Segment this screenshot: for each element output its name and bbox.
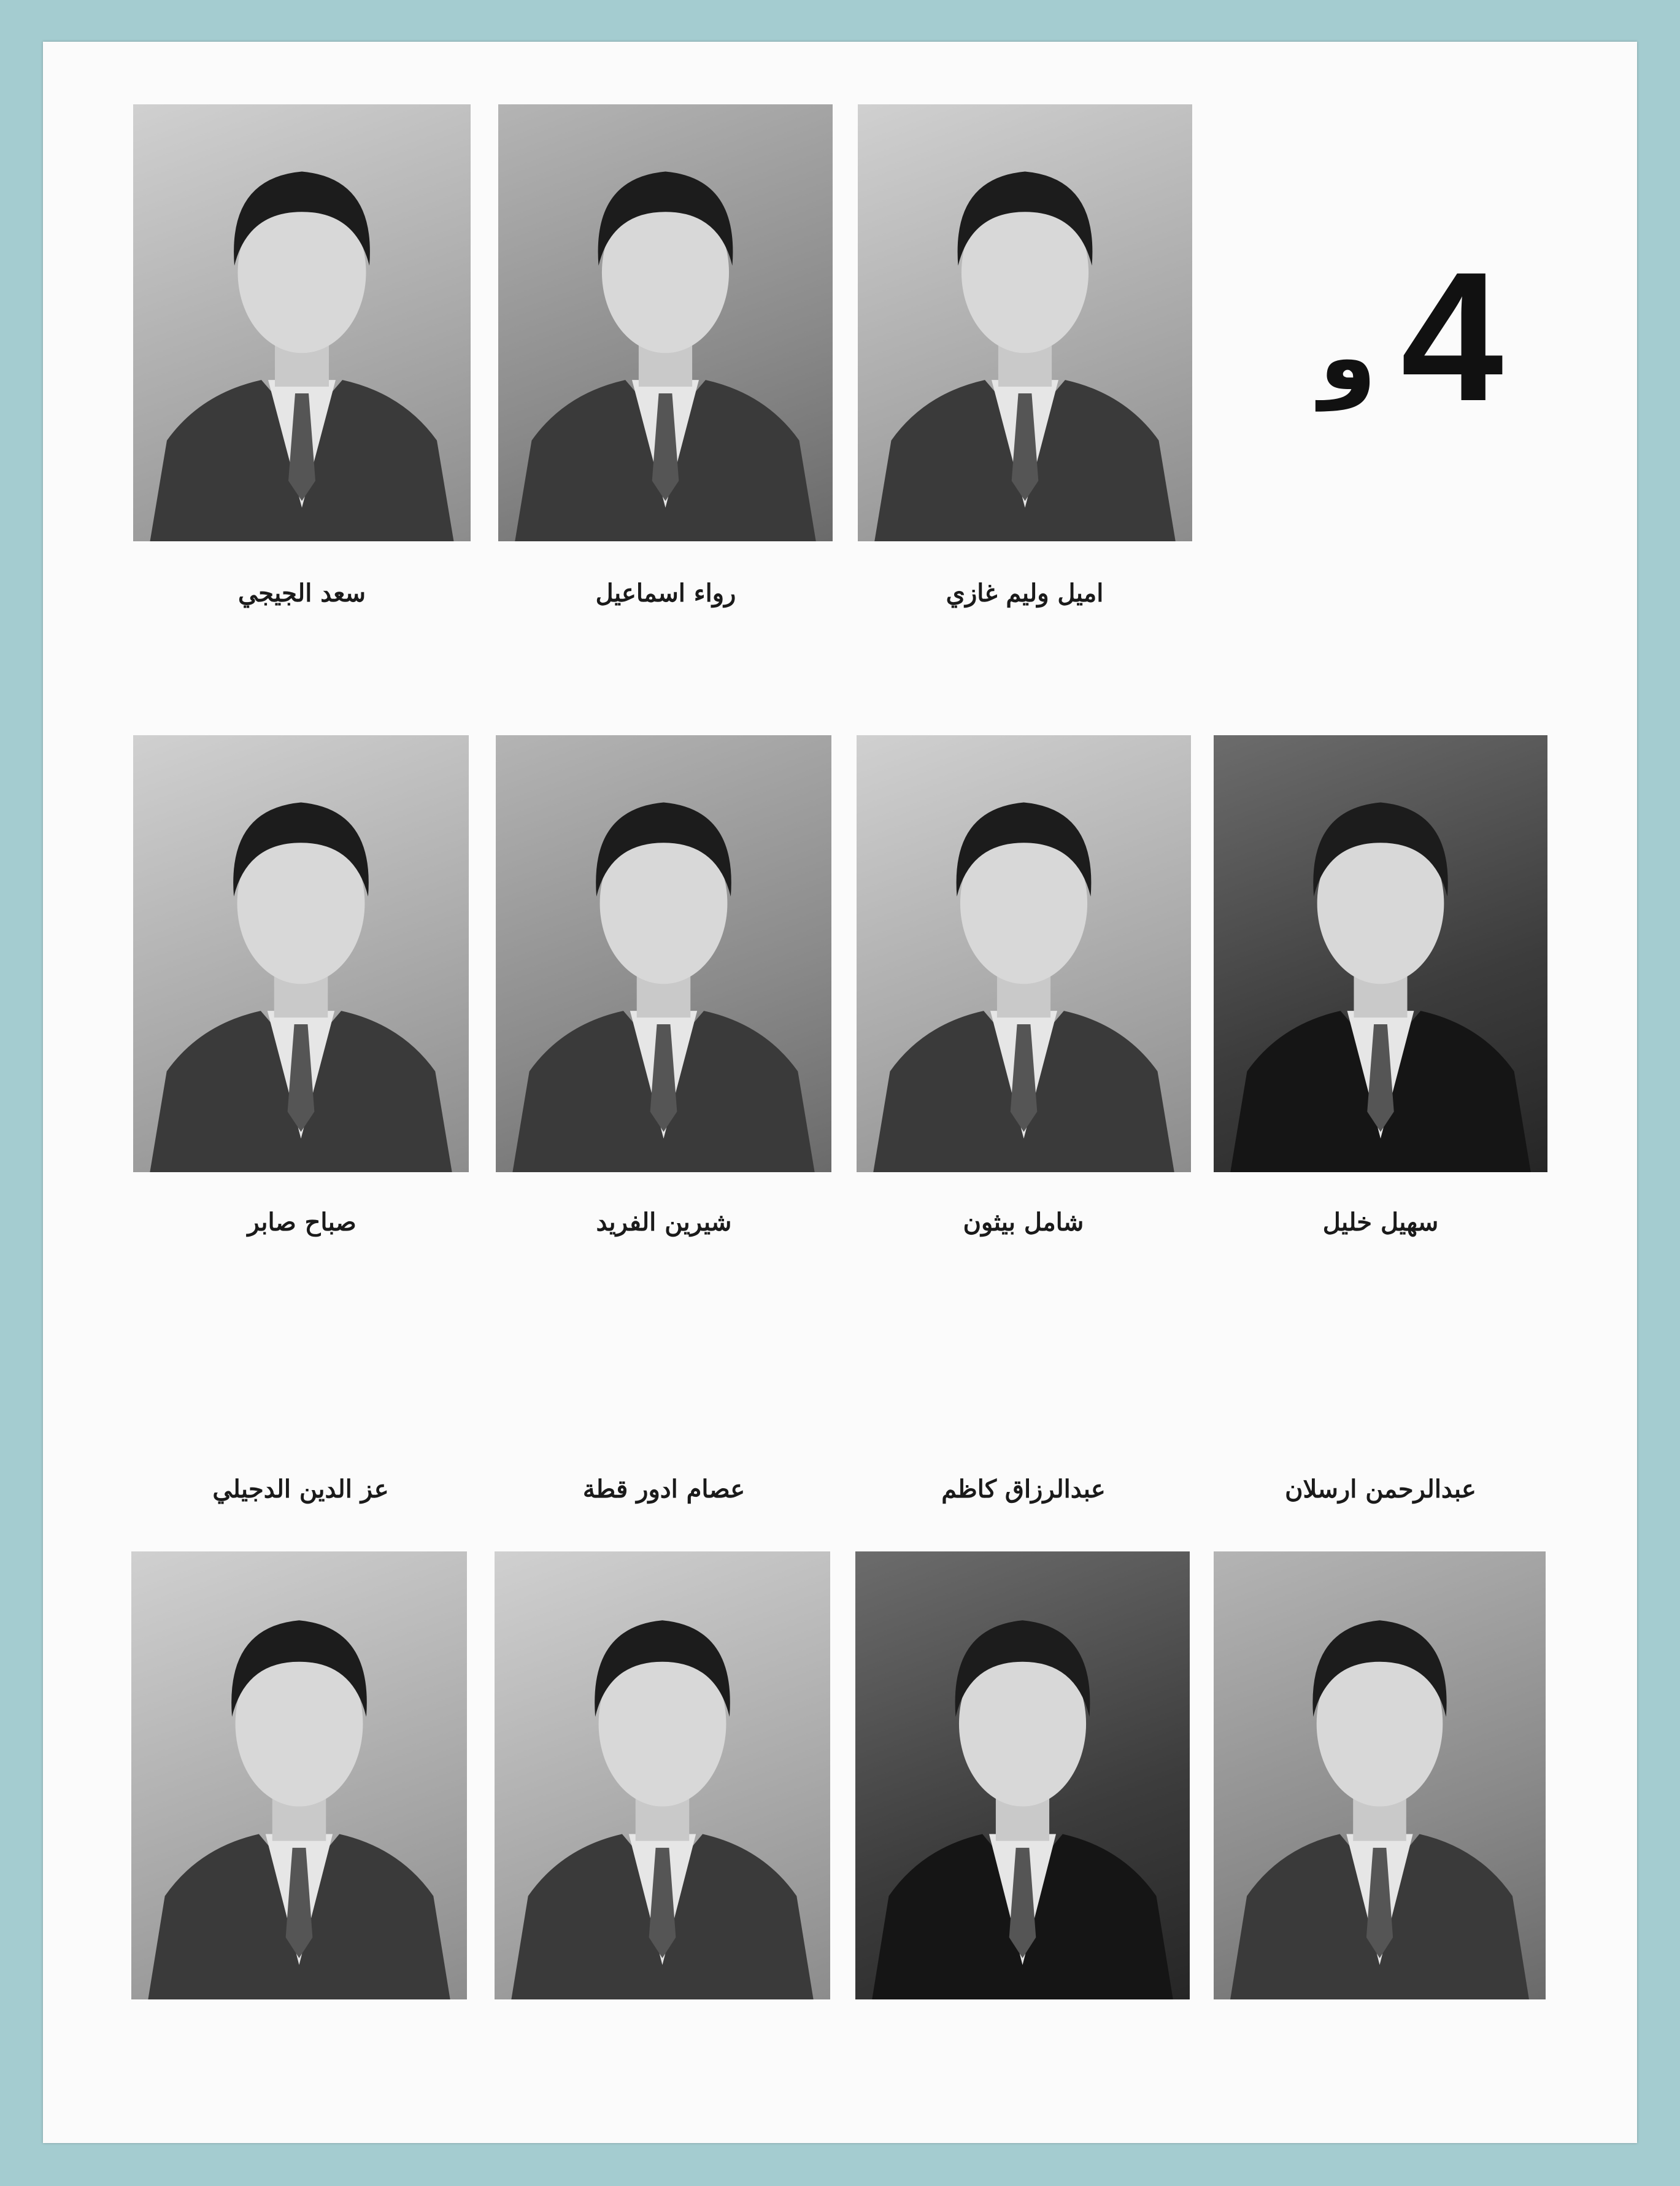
portrait-silhouette	[495, 1551, 830, 1999]
portrait-silhouette	[858, 104, 1192, 541]
student-photo	[131, 1551, 467, 1999]
portrait-silhouette	[1214, 1551, 1546, 1999]
student-name: شيرين الفريد	[596, 1208, 732, 1237]
class-number: 4	[1401, 233, 1503, 439]
student-photo	[498, 104, 833, 541]
portrait-silhouette	[131, 1551, 467, 1999]
class-label	[1289, 233, 1522, 465]
class-letter: و	[1319, 304, 1377, 411]
student-name: عصام ادور قطة	[582, 1475, 746, 1504]
student-name: شامل بيثون	[963, 1208, 1084, 1237]
portrait-silhouette	[133, 735, 469, 1172]
student-photo	[858, 104, 1192, 541]
student-photo	[857, 735, 1191, 1172]
portrait-silhouette	[857, 735, 1191, 1172]
portrait-silhouette	[855, 1551, 1190, 1999]
student-photo	[1214, 735, 1547, 1172]
student-name: سهيل خليل	[1322, 1208, 1439, 1237]
portrait-silhouette	[133, 104, 471, 541]
student-name: اميل وليم غازي	[946, 579, 1104, 608]
student-name: سعد الجيجي	[237, 579, 366, 608]
student-name: عبدالرحمن ارسلان	[1285, 1475, 1476, 1504]
student-photo	[496, 735, 831, 1172]
student-name: صباح صابر	[247, 1208, 356, 1237]
portrait-silhouette	[1214, 735, 1547, 1172]
student-photo	[1214, 1551, 1546, 1999]
student-photo	[855, 1551, 1190, 1999]
yearbook-page	[43, 42, 1637, 2143]
student-photo	[495, 1551, 830, 1999]
student-name: عبدالرزاق كاظم	[941, 1475, 1106, 1504]
portrait-silhouette	[496, 735, 831, 1172]
student-photo	[133, 735, 469, 1172]
student-photo	[133, 104, 471, 541]
portrait-silhouette	[498, 104, 833, 541]
student-name: عز الدين الدجيلي	[212, 1475, 389, 1504]
student-name: رواء اسماعيل	[595, 579, 736, 608]
